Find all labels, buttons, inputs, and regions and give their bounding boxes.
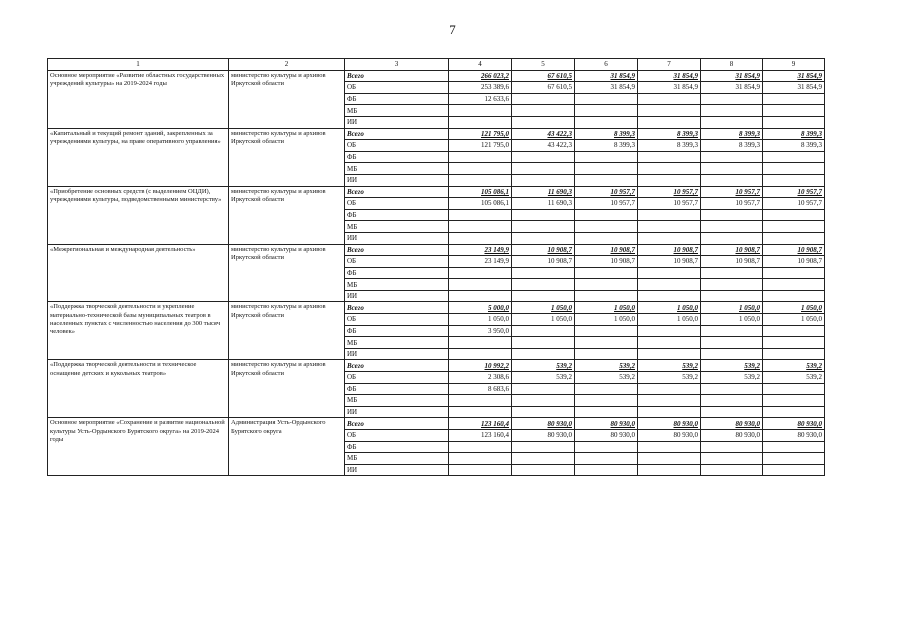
amount-cell: 31 854,9 [575,70,638,82]
amount-cell: 2 308,6 [449,372,512,384]
amount-cell: 8 399,3 [638,140,701,152]
amount-cell [701,453,763,465]
page-number: 7 [449,22,456,37]
amount-cell [638,290,701,302]
amount-cell [763,325,825,337]
amount-cell: 10 957,7 [763,198,825,210]
amount-cell [701,209,763,221]
amount-cell [449,267,512,279]
amount-cell: 1 050,0 [575,302,638,314]
amount-cell [512,337,575,349]
funding-source-label: ОБ [345,198,449,210]
amount-cell: 1 050,0 [701,302,763,314]
amount-cell [701,279,763,291]
amount-cell [638,337,701,349]
amount-cell [701,151,763,163]
amount-cell [638,441,701,453]
amount-cell [512,116,575,128]
amount-cell [638,93,701,105]
amount-cell: 31 854,9 [763,70,825,82]
funding-source-label: ФБ [345,209,449,221]
amount-cell: 10 908,7 [512,244,575,256]
header-cell: 6 [575,59,638,71]
amount-cell [701,348,763,360]
amount-cell [512,395,575,407]
amount-cell: 10 908,7 [575,256,638,268]
amount-cell [449,395,512,407]
amount-cell: 31 854,9 [701,70,763,82]
funding-source-label: ИИ [345,116,449,128]
amount-cell [701,325,763,337]
amount-cell [638,348,701,360]
amount-cell: 266 023,2 [449,70,512,82]
funding-source-label: ОБ [345,256,449,268]
funding-source-label: ФБ [345,441,449,453]
amount-cell: 539,2 [763,360,825,372]
amount-cell: 539,2 [763,372,825,384]
amount-cell [512,232,575,244]
amount-cell: 43 422,3 [512,140,575,152]
amount-cell [638,267,701,279]
amount-cell [449,116,512,128]
amount-cell [575,267,638,279]
amount-cell [763,151,825,163]
amount-cell [575,290,638,302]
amount-cell: 80 930,0 [575,418,638,430]
header-cell: 4 [449,59,512,71]
funding-source-label: ОБ [345,372,449,384]
amount-cell [763,441,825,453]
amount-cell: 1 050,0 [701,314,763,326]
activity-name: Основное мероприятие «Развитие областных государственных учреждений культуры» на 2019-2024 годы [48,70,229,128]
amount-cell [449,163,512,175]
amount-cell [638,163,701,175]
amount-cell: 80 930,0 [638,418,701,430]
table-row-total [48,302,825,314]
amount-cell: 10 908,7 [512,256,575,268]
amount-cell: 105 086,1 [449,186,512,198]
amount-cell: 8 399,3 [701,128,763,140]
amount-cell [449,232,512,244]
amount-cell: 80 930,0 [575,430,638,442]
funding-source-label: МБ [345,279,449,291]
amount-cell: 8 399,3 [575,128,638,140]
amount-cell [763,267,825,279]
amount-cell [512,93,575,105]
amount-cell: 10 908,7 [763,256,825,268]
amount-cell [763,395,825,407]
amount-cell: 8 399,3 [763,128,825,140]
table-body [48,70,825,476]
amount-cell [638,406,701,418]
amount-cell: 539,2 [701,360,763,372]
header-cell: 9 [763,59,825,71]
funding-source-label: ФБ [345,151,449,163]
executor-name: Администрация Усть-Ордынского Бурятского округа [229,418,345,476]
amount-cell: 1 050,0 [763,302,825,314]
header-cell: 2 [229,59,345,71]
amount-cell [512,174,575,186]
funding-source-label: Всего [345,360,449,372]
amount-cell: 80 930,0 [763,430,825,442]
amount-cell: 8 399,3 [701,140,763,152]
amount-cell [701,232,763,244]
activity-name: «Межрегиональная и международная деятельность» [48,244,229,302]
activity-name: «Поддержка творческой деятельности и техническое оснащение детских и кукольных театров» [48,360,229,418]
amount-cell: 31 854,9 [638,70,701,82]
amount-cell: 539,2 [512,360,575,372]
executor-name: министерство культуры и архивов Иркутской области [229,186,345,244]
amount-cell [449,105,512,117]
amount-cell [638,232,701,244]
amount-cell [575,348,638,360]
amount-cell [763,290,825,302]
executor-name: министерство культуры и архивов Иркутской области [229,70,345,128]
amount-cell: 539,2 [701,372,763,384]
amount-cell [701,290,763,302]
amount-cell [449,406,512,418]
amount-cell [638,221,701,233]
funding-source-label: ФБ [345,267,449,279]
amount-cell [575,383,638,395]
amount-cell [701,93,763,105]
activity-name: «Приобретение основных средств (с выделением ОЦДИ), учреждениями культуры, подведомственными министерству» [48,186,229,244]
amount-cell [575,453,638,465]
amount-cell: 10 957,7 [575,186,638,198]
amount-cell: 539,2 [512,372,575,384]
executor-name: министерство культуры и архивов Иркутской области [229,302,345,360]
amount-cell: 80 930,0 [701,430,763,442]
executor-name: министерство культуры и архивов Иркутской области [229,244,345,302]
amount-cell [449,221,512,233]
amount-cell: 539,2 [638,372,701,384]
amount-cell [763,116,825,128]
amount-cell [449,441,512,453]
funding-source-label: ИИ [345,348,449,360]
funding-source-label: ФБ [345,383,449,395]
amount-cell [449,290,512,302]
funding-source-label: ИИ [345,290,449,302]
amount-cell [763,464,825,476]
amount-cell [638,464,701,476]
amount-cell: 121 795,0 [449,128,512,140]
funding-source-label: ОБ [345,82,449,94]
amount-cell: 8 399,3 [638,128,701,140]
header-cell: 8 [701,59,763,71]
amount-cell: 67 610,5 [512,70,575,82]
amount-cell [763,279,825,291]
table-row-total [48,360,825,372]
amount-cell: 43 422,3 [512,128,575,140]
amount-cell [575,209,638,221]
amount-cell [701,221,763,233]
amount-cell: 1 050,0 [763,314,825,326]
amount-cell [701,441,763,453]
amount-cell [763,232,825,244]
funding-source-label: МБ [345,395,449,407]
amount-cell [512,151,575,163]
table-row-total [48,418,825,430]
amount-cell: 10 957,7 [701,186,763,198]
amount-cell [512,105,575,117]
amount-cell [763,453,825,465]
amount-cell: 10 908,7 [701,256,763,268]
amount-cell [575,151,638,163]
amount-cell [638,151,701,163]
amount-cell: 80 930,0 [638,430,701,442]
amount-cell [701,337,763,349]
amount-cell [763,93,825,105]
executor-name: министерство культуры и архивов Иркутской области [229,128,345,186]
amount-cell [512,464,575,476]
amount-cell [701,105,763,117]
funding-source-label: Всего [345,70,449,82]
amount-cell [638,383,701,395]
amount-cell: 1 050,0 [512,302,575,314]
amount-cell [512,279,575,291]
amount-cell: 1 050,0 [638,314,701,326]
amount-cell: 31 854,9 [638,82,701,94]
amount-cell [449,209,512,221]
amount-cell: 539,2 [638,360,701,372]
executor-name: министерство культуры и архивов Иркутской области [229,360,345,418]
amount-cell: 5 000,0 [449,302,512,314]
amount-cell: 10 908,7 [763,244,825,256]
amount-cell [449,348,512,360]
amount-cell: 10 957,7 [575,198,638,210]
amount-cell [575,441,638,453]
table-row-total [48,186,825,198]
funding-source-label: МБ [345,337,449,349]
amount-cell: 1 050,0 [575,314,638,326]
amount-cell: 10 957,7 [701,198,763,210]
budget-table [47,58,825,476]
amount-cell [763,163,825,175]
funding-source-label: ФБ [345,325,449,337]
funding-source-label: ИИ [345,174,449,186]
amount-cell [449,453,512,465]
amount-cell [763,337,825,349]
amount-cell [512,325,575,337]
amount-cell: 10 908,7 [638,256,701,268]
amount-cell [638,105,701,117]
funding-source-label: Всего [345,418,449,430]
amount-cell: 10 992,2 [449,360,512,372]
amount-cell [701,116,763,128]
amount-cell: 121 795,0 [449,140,512,152]
funding-source-label: Всего [345,186,449,198]
amount-cell [512,267,575,279]
amount-cell [575,116,638,128]
amount-cell [763,174,825,186]
amount-cell [512,290,575,302]
amount-cell [701,267,763,279]
amount-cell [449,151,512,163]
amount-cell [575,221,638,233]
header-cell: 5 [512,59,575,71]
amount-cell [512,406,575,418]
amount-cell: 1 050,0 [449,314,512,326]
amount-cell [638,279,701,291]
amount-cell: 123 160,4 [449,418,512,430]
amount-cell: 105 086,1 [449,198,512,210]
amount-cell: 31 854,9 [701,82,763,94]
funding-source-label: МБ [345,105,449,117]
amount-cell [701,395,763,407]
amount-cell [575,279,638,291]
activity-name: Основное мероприятие «Сохранение и развитие национальной культуры Усть-Ордынского Бурятского округа» на 2019-2024 годы [48,418,229,476]
amount-cell [575,163,638,175]
amount-cell [512,348,575,360]
amount-cell [575,464,638,476]
amount-cell: 23 149,9 [449,256,512,268]
amount-cell [701,406,763,418]
funding-source-label: ФБ [345,93,449,105]
amount-cell: 10 908,7 [701,244,763,256]
funding-source-label: МБ [345,163,449,175]
amount-cell [701,383,763,395]
amount-cell [763,348,825,360]
amount-cell [701,163,763,175]
funding-source-label: ИИ [345,406,449,418]
funding-source-label: ИИ [345,232,449,244]
amount-cell: 23 149,9 [449,244,512,256]
amount-cell [763,406,825,418]
amount-cell [575,105,638,117]
header-cell: 1 [48,59,229,71]
funding-source-label: ОБ [345,314,449,326]
amount-cell: 539,2 [575,372,638,384]
amount-cell: 80 930,0 [763,418,825,430]
funding-source-label: МБ [345,453,449,465]
activity-name: «Капитальный и текущий ремонт зданий, закрепленных за учреждениями культуры, на праве оперативного управления» [48,128,229,186]
amount-cell [575,325,638,337]
amount-cell [512,209,575,221]
amount-cell [763,221,825,233]
funding-source-label: МБ [345,221,449,233]
amount-cell [575,174,638,186]
funding-source-label: ИИ [345,464,449,476]
amount-cell [701,464,763,476]
header-row [48,59,825,71]
amount-cell: 10 957,7 [638,198,701,210]
amount-cell [638,453,701,465]
amount-cell: 11 690,3 [512,198,575,210]
activity-name: «Поддержка творческой деятельности и укрепление материально-технической базы муниципальных театров в населенных пунктах с численностью населения до 300 тысяч человек» [48,302,229,360]
amount-cell [575,406,638,418]
amount-cell: 1 050,0 [512,314,575,326]
amount-cell [575,232,638,244]
header-cell: 3 [345,59,449,71]
amount-cell [638,174,701,186]
amount-cell [638,395,701,407]
amount-cell: 10 908,7 [638,244,701,256]
amount-cell [449,464,512,476]
amount-cell [575,337,638,349]
amount-cell [638,116,701,128]
amount-cell: 3 950,0 [449,325,512,337]
amount-cell [763,105,825,117]
amount-cell [575,93,638,105]
funding-source-label: Всего [345,302,449,314]
amount-cell [638,325,701,337]
funding-source-label: Всего [345,128,449,140]
amount-cell: 8 399,3 [575,140,638,152]
amount-cell: 80 930,0 [512,418,575,430]
amount-cell: 11 690,3 [512,186,575,198]
funding-source-label: ОБ [345,140,449,152]
amount-cell [512,163,575,175]
amount-cell [449,337,512,349]
amount-cell: 10 957,7 [763,186,825,198]
amount-cell: 10 957,7 [638,186,701,198]
amount-cell: 31 854,9 [763,82,825,94]
amount-cell: 67 610,5 [512,82,575,94]
amount-cell [512,221,575,233]
amount-cell [763,209,825,221]
amount-cell: 539,2 [575,360,638,372]
table-row-total [48,128,825,140]
amount-cell: 31 854,9 [575,82,638,94]
amount-cell [449,174,512,186]
amount-cell [512,441,575,453]
amount-cell: 1 050,0 [638,302,701,314]
amount-cell [701,174,763,186]
amount-cell [638,209,701,221]
amount-cell: 12 633,6 [449,93,512,105]
header-cell: 7 [638,59,701,71]
amount-cell [512,453,575,465]
amount-cell: 10 908,7 [575,244,638,256]
amount-cell: 8 683,6 [449,383,512,395]
amount-cell [449,279,512,291]
funding-source-label: Всего [345,244,449,256]
amount-cell: 123 160,4 [449,430,512,442]
funding-source-label: ОБ [345,430,449,442]
amount-cell [575,395,638,407]
amount-cell: 8 399,3 [763,140,825,152]
amount-cell [512,383,575,395]
table-row-total [48,70,825,82]
amount-cell: 80 930,0 [701,418,763,430]
amount-cell [763,383,825,395]
amount-cell: 253 389,6 [449,82,512,94]
amount-cell: 80 930,0 [512,430,575,442]
table-row-total [48,244,825,256]
